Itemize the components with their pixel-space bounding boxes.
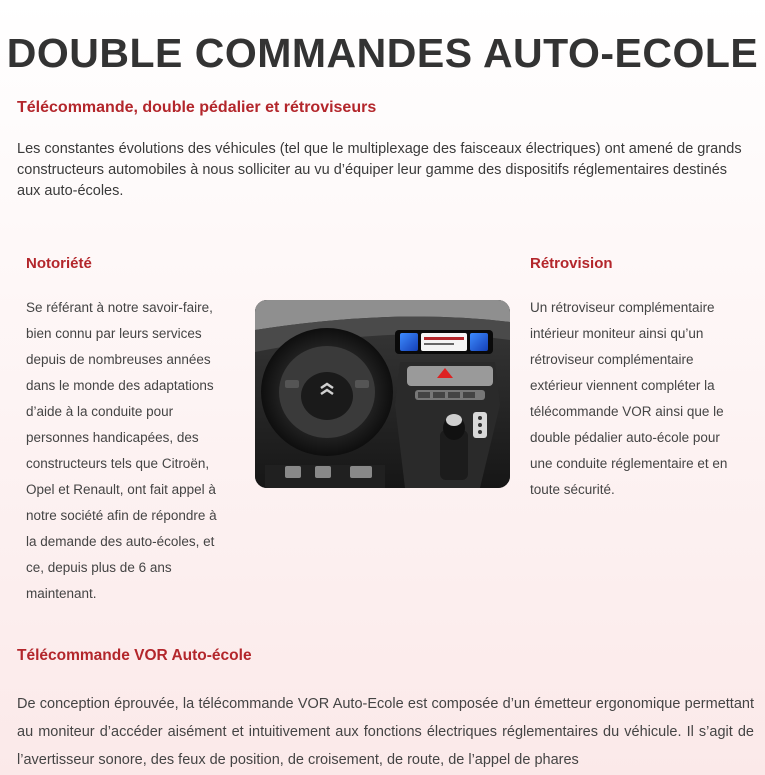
telecommande-text: De conception éprouvée, la télécommande VOR Auto-Ecole est composée d’un émetteur ergonomique permettant au moniteur d’accéder aisément et intuitivement aux fonctions électriques réglementaires du véhicule. Il s’agit de l’avertisseur sonore, des feux de position, de croisement, de route, de l’appel de phares <box>17 696 754 768</box>
retrovision-heading: Rétrovision <box>530 255 613 272</box>
intro-paragraph: Les constantes évolutions des véhicules (tel que le multiplexage des faisceaux électriques) ont amené de grands constructeurs automobiles à nous solliciter au vu d’équiper leur gamme des dispositifs réglementaires destinés aux auto-écoles. <box>17 141 742 199</box>
telecommande-heading: Télécommande VOR Auto-école <box>17 647 252 664</box>
notoriete-text: Se référant à notre savoir-faire, bien connu par leurs services depuis de nombreuses années dans le monde des adaptations d’aide à la conduite pour personnes handicapées, des constructeurs tels que Citroën, Opel et Renault, ont fait appel à notre société afin de répondre à la demande des auto-écoles, et ce, depuis plus de 6 ans maintenant. <box>26 300 217 601</box>
car-interior-illustration <box>255 300 510 488</box>
notoriete-heading: Notoriété <box>26 255 92 272</box>
page-subtitle: Télécommande, double pédalier et rétroviseurs <box>17 99 377 116</box>
page-title: DOUBLE COMMANDES AUTO-ECOLE <box>6 30 759 76</box>
car-dashboard-photo <box>255 300 510 488</box>
retrovision-text: Un rétroviseur complémentaire intérieur moniteur ainsi qu’un rétroviseur complémentaire extérieur viennent compléter la télécommande VOR ainsi que le double pédalier auto-école pour une conduite réglementaire et en toute sécurité. <box>530 300 728 497</box>
